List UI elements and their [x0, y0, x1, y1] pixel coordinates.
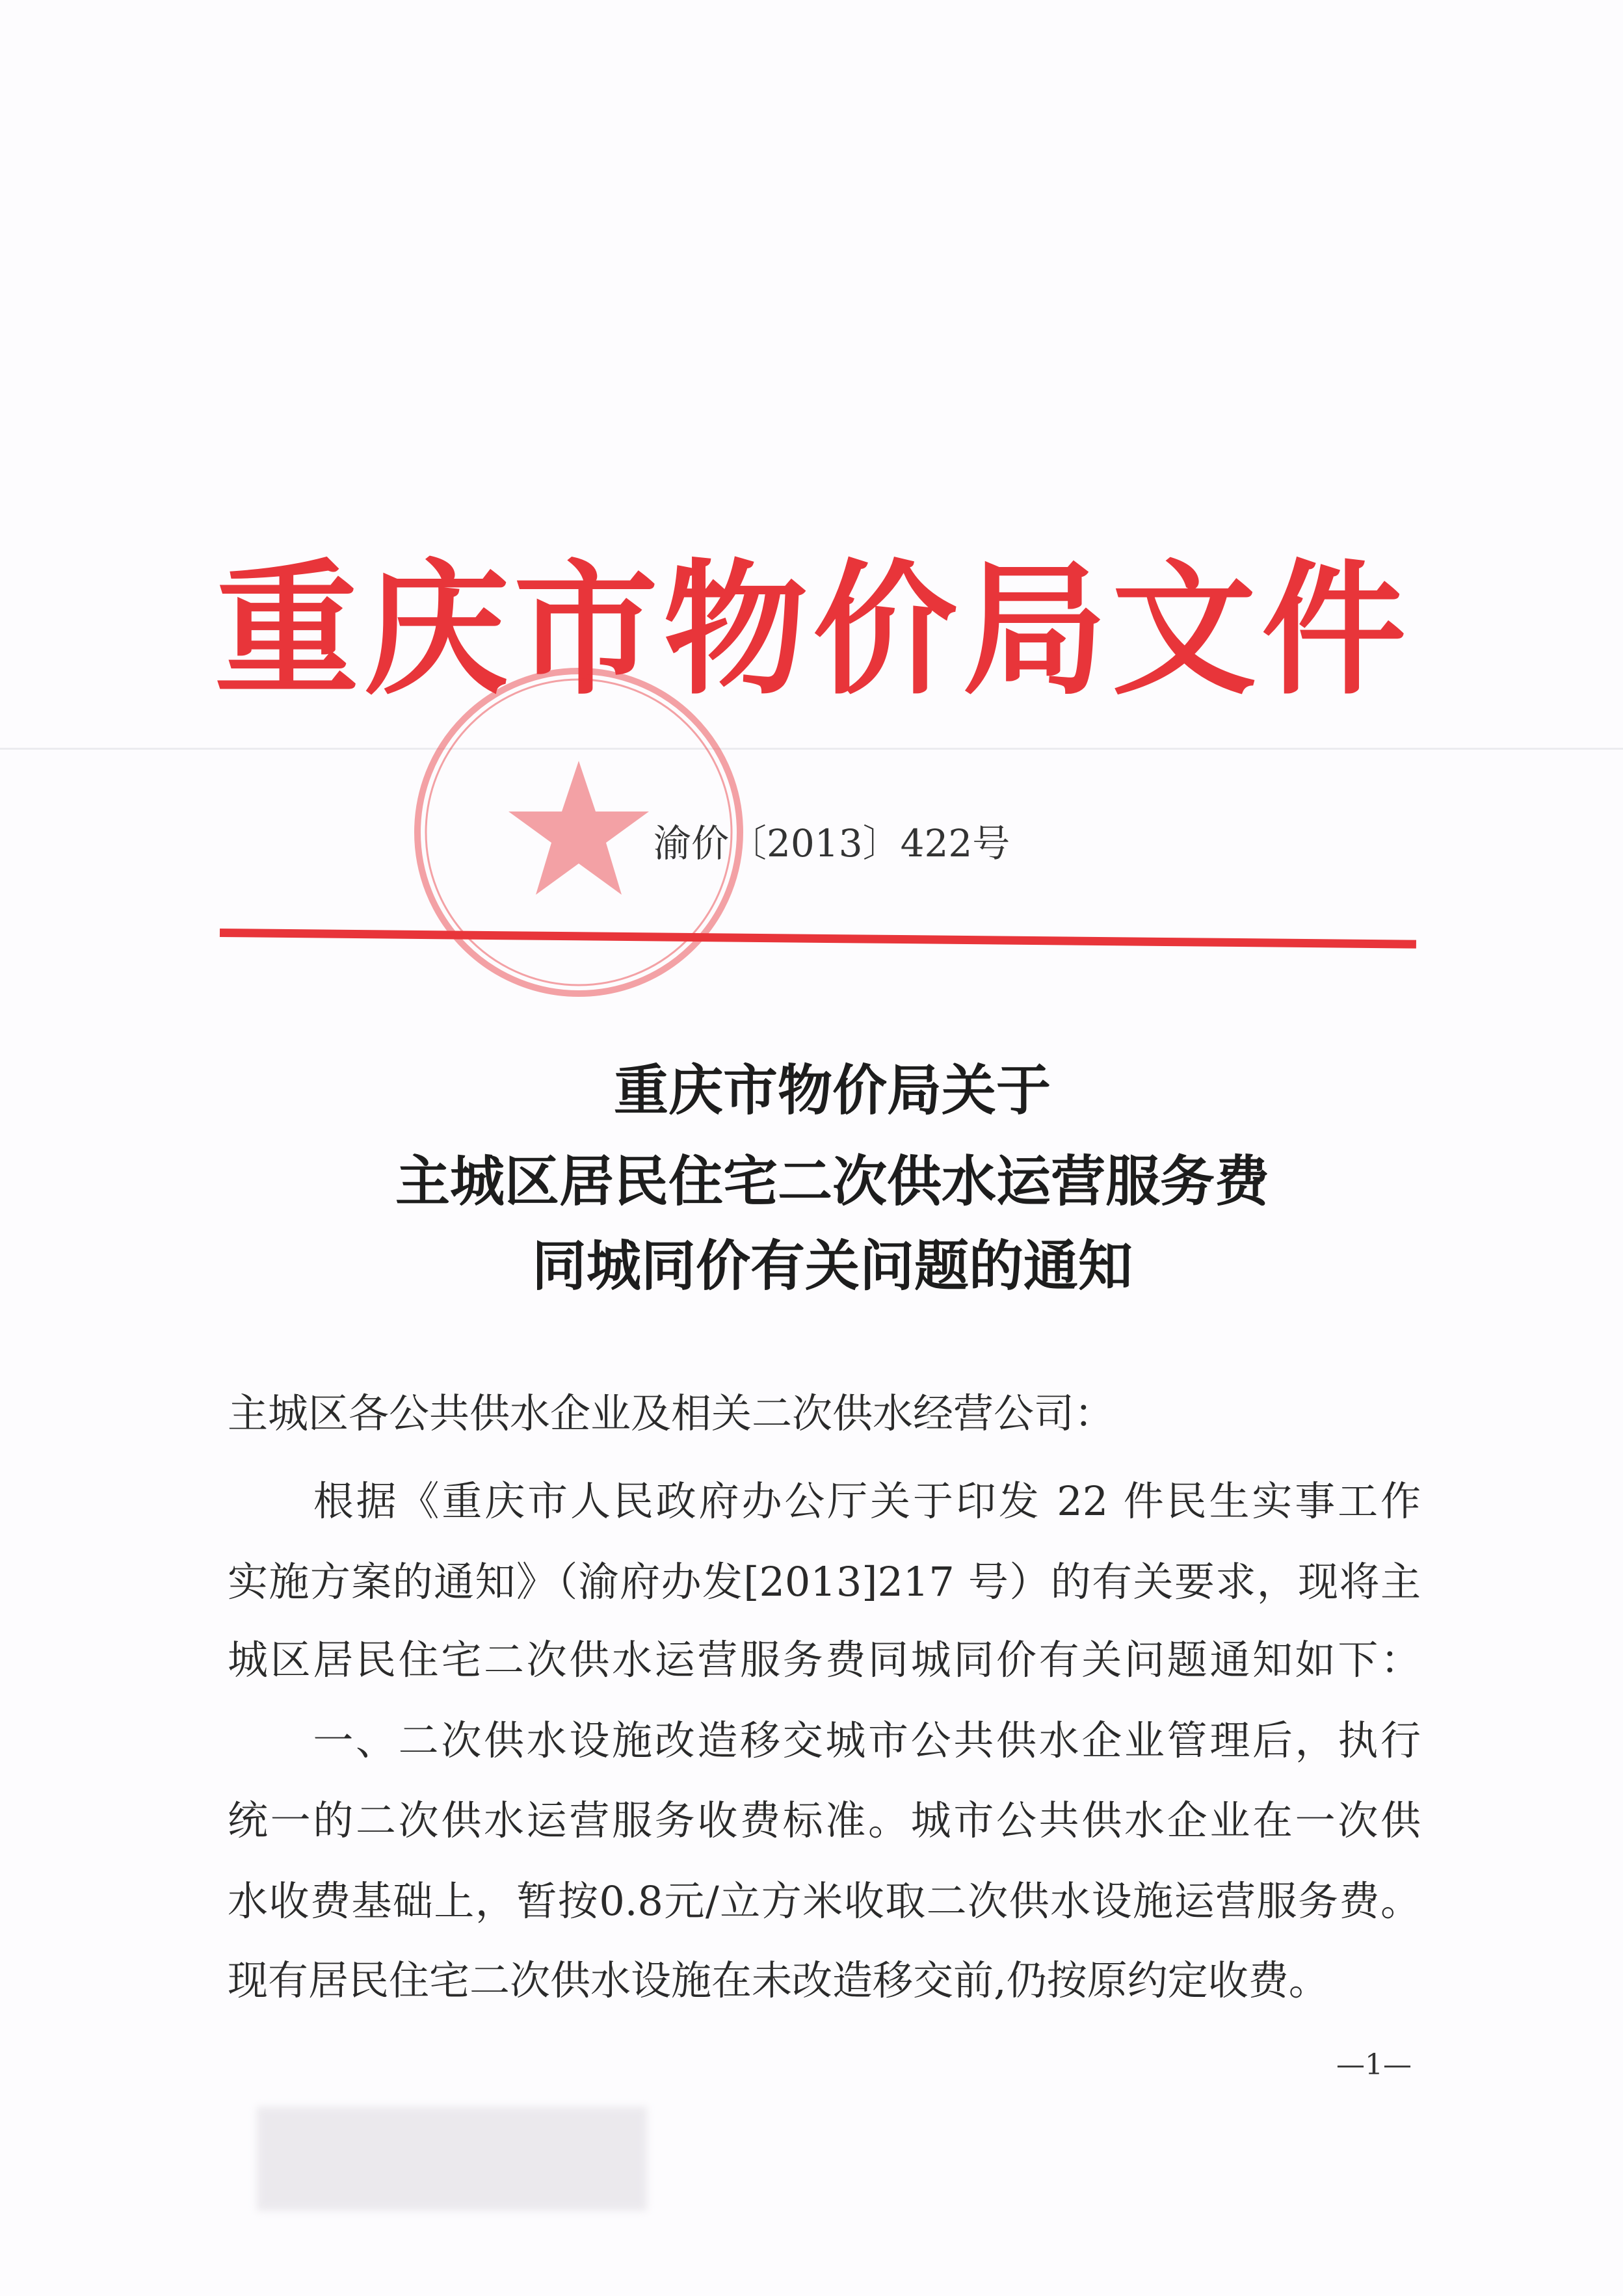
body-paragraph-line: 统一的二次供水运营服务收费标准。城市公共供水企业在一次供	[228, 1797, 1421, 1844]
document-number: 渝价〔2013〕422号	[653, 821, 1010, 865]
scan-artifact	[257, 2107, 647, 2211]
body-paragraph-line: 水收费基础上，暂按0.8元/立方米收取二次供水设施运营服务费。	[228, 1877, 1421, 1925]
body-paragraph-line: 城区居民住宅二次供水运营服务费同城同价有关问题通知如下：	[228, 1636, 1421, 1683]
red-divider-line	[220, 929, 1416, 949]
body-paragraph-line: 实施方案的通知》（渝府办发[2013]217 号）的有关要求，现将主	[228, 1558, 1421, 1605]
paper-fold-line	[0, 748, 1623, 750]
notice-title-line-3: 同城同价有关问题的通知	[531, 1234, 1133, 1298]
notice-title-line-2: 主城区居民住宅二次供水运营服务费	[395, 1149, 1269, 1213]
body-paragraph-line: 根据《重庆市人民政府办公厅关于印发 22 件民生实事工作	[228, 1477, 1421, 1525]
notice-title-line-1: 重庆市物价局关于	[613, 1058, 1051, 1122]
document-header-title: 重庆市物价局文件	[215, 547, 1411, 715]
star-icon	[508, 761, 649, 895]
body-paragraph-line: 现有居民住宅二次供水设施在未改造移交前,仍按原约定收费。	[228, 1957, 1329, 2004]
addressee-line: 主城区各公共供水企业及相关二次供水经营公司：	[228, 1390, 1115, 1437]
body-paragraph-line: 一、二次供水设施改造移交城市公共供水企业管理后，执行	[228, 1717, 1421, 1764]
page-number: —1—	[1336, 2048, 1412, 2081]
